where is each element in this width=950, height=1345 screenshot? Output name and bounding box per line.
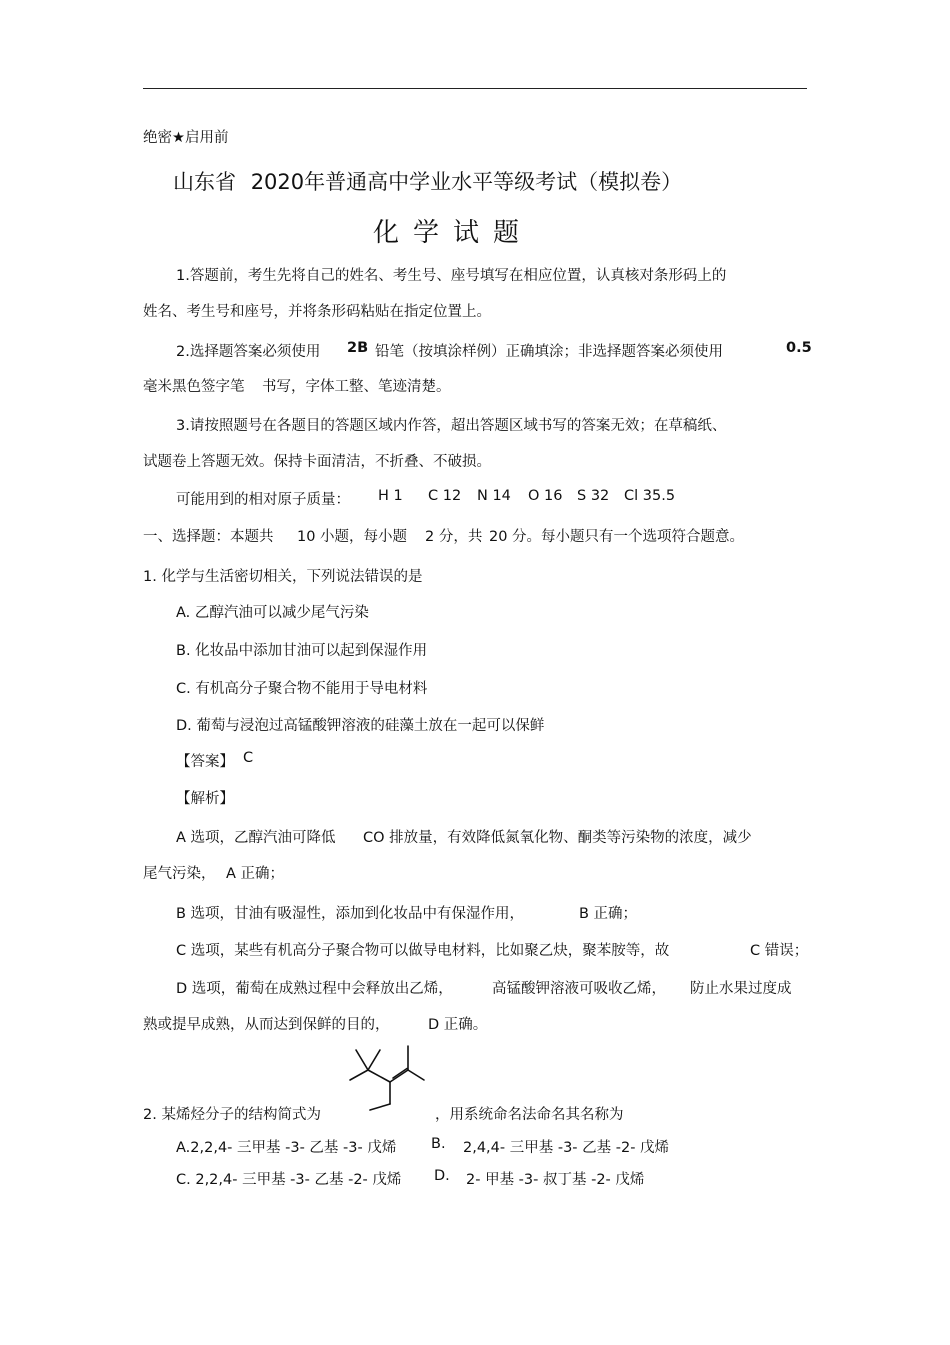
q1-analysis-a-1b: CO 排放量，有效降低氮氧化物、酮类等污染物的浓度，减少 [363, 830, 752, 846]
instruction-1-line-1: 1.答题前，考生先将自己的姓名、考生号、座号填写在相应位置，认真核对条形码上的 [176, 268, 727, 284]
q1-analysis-a-1a: A 选项，乙醇汽油可降低 [176, 830, 336, 846]
q2-option-b: 2,4,4- 三甲基 -3- 乙基 -2- 戊烯 [463, 1140, 670, 1156]
q2-stem-b: ，用系统命名法命名其名称为 [435, 1107, 624, 1123]
q1-analysis-c-b: C 错误； [750, 943, 809, 959]
q1-option-a: A. 乙醇汽油可以减少尾气污染 [176, 605, 369, 621]
instruction-2-part-2: 铅笔（按填涂样例）正确填涂；非选择题答案必须使用 [375, 344, 723, 360]
q1-option-b: B. 化妆品中添加甘油可以起到保湿作用 [176, 643, 428, 659]
atomic-mass-label: 可能用到的相对原子质量： [176, 492, 350, 508]
title-province: 山东省 [173, 170, 236, 194]
title-year: 2020 [250, 170, 305, 194]
instruction-2-part-1: 2.选择题答案必须使用 [176, 344, 321, 360]
header-rule [143, 88, 807, 89]
q2-option-d-letter: D. [434, 1168, 450, 1184]
q1-analysis-c-a: C 选项，某些有机高分子聚合物可以做导电材料，比如聚乙炔，聚苯胺等，故 [176, 943, 670, 959]
q1-analysis-d-1c: 防止水果过度成 [690, 981, 792, 997]
q1-analysis-d-2b: D 正确。 [428, 1017, 488, 1033]
q2-stem-a: 2. 某烯烃分子的结构简式为 [143, 1107, 321, 1123]
section-1-intro-c: 2 分，共 [425, 529, 483, 545]
q1-analysis-d-2a: 熟或提早成熟，从而达到保鲜的目的， [143, 1017, 390, 1033]
bond-tbu-methyl-left [350, 1070, 368, 1080]
section-1-intro-a: 一、选择题：本题共 [143, 529, 274, 545]
secret-label: 绝密★启用前 [143, 130, 229, 146]
bond-tbu-methyl-upper-left [356, 1050, 368, 1070]
title-main: 年普通高中学业水平等级考试（模拟卷） [304, 170, 683, 194]
q1-option-d: D. 葡萄与浸泡过高锰酸钾溶液的硅藻土放在一起可以保鲜 [176, 718, 545, 734]
bond-c3-c2-double-outer [390, 1070, 408, 1082]
atomic-mass-cl: Cl 35.5 [624, 488, 676, 504]
instruction-2-pencil: 2B [347, 340, 369, 356]
q1-analysis-a-2a: 尾气污染， [143, 866, 216, 882]
q2-option-b-letter: B. [431, 1136, 446, 1152]
instruction-3-line-1: 3.请按照题号在各题目的答题区域内作答，超出答题区域书写的答案无效；在草稿纸、 [176, 418, 727, 434]
instruction-2-pen-size: 0.5 [786, 340, 812, 356]
q1-option-c: C. 有机高分子聚合物不能用于导电材料 [176, 681, 428, 697]
instruction-3-line-2: 试题卷上答题无效。保持卡面清洁，不折叠、不破损。 [143, 454, 491, 470]
atomic-mass-h: H 1 [378, 488, 403, 504]
q1-analysis-label: 【解析】 [176, 791, 234, 807]
q1-analysis-b-b: B 正确； [579, 906, 638, 922]
q2-option-a: A.2,2,4- 三甲基 -3- 乙基 -3- 戊烯 [176, 1140, 397, 1156]
atomic-mass-c: C 12 [428, 488, 462, 504]
bond-c2-methyl-right [408, 1070, 424, 1080]
q1-analysis-a-2b: A 正确； [226, 866, 285, 882]
bond-ethyl-ch3 [370, 1104, 390, 1110]
section-1-intro-d: 20 分。每小题只有一个选项符合题意。 [489, 529, 745, 545]
bond-c3-c2-double-inner [393, 1069, 407, 1079]
q1-answer: C [243, 750, 254, 766]
bond-tbu-methyl-upper-right [368, 1050, 380, 1070]
bond-tbu-to-c3 [368, 1070, 390, 1082]
instruction-2-line-2b: 书写，字体工整、笔迹清楚。 [262, 379, 451, 395]
atomic-mass-o: O 16 [528, 488, 563, 504]
subject-title: 化学试题 [373, 218, 534, 248]
q1-analysis-d-1a: D 选项，葡萄在成熟过程中会释放出乙烯， [176, 981, 453, 997]
q1-answer-label: 【答案】 [176, 754, 234, 770]
atomic-mass-s: S 32 [577, 488, 610, 504]
exam-title [173, 166, 682, 196]
q2-option-d: 2- 甲基 -3- 叔丁基 -2- 戊烯 [466, 1172, 645, 1188]
q1-stem: 1. 化学与生活密切相关，下列说法错误的是 [143, 569, 423, 585]
q2-option-c: C. 2,2,4- 三甲基 -3- 乙基 -2- 戊烯 [176, 1172, 402, 1188]
q1-analysis-b-a: B 选项，甘油有吸湿性，添加到化妆品中有保湿作用， [176, 906, 525, 922]
section-1-intro-b: 10 小题，每小题 [297, 529, 408, 545]
instruction-2-line-2a: 毫米黑色签字笔 [143, 379, 245, 395]
alkene-structure-diagram [340, 1038, 440, 1114]
instruction-1-line-2: 姓名、考生号和座号，并将条形码粘贴在指定位置上。 [143, 304, 491, 320]
q1-analysis-d-1b: 高锰酸钾溶液可吸收乙烯， [492, 981, 666, 997]
atomic-mass-n: N 14 [477, 488, 511, 504]
